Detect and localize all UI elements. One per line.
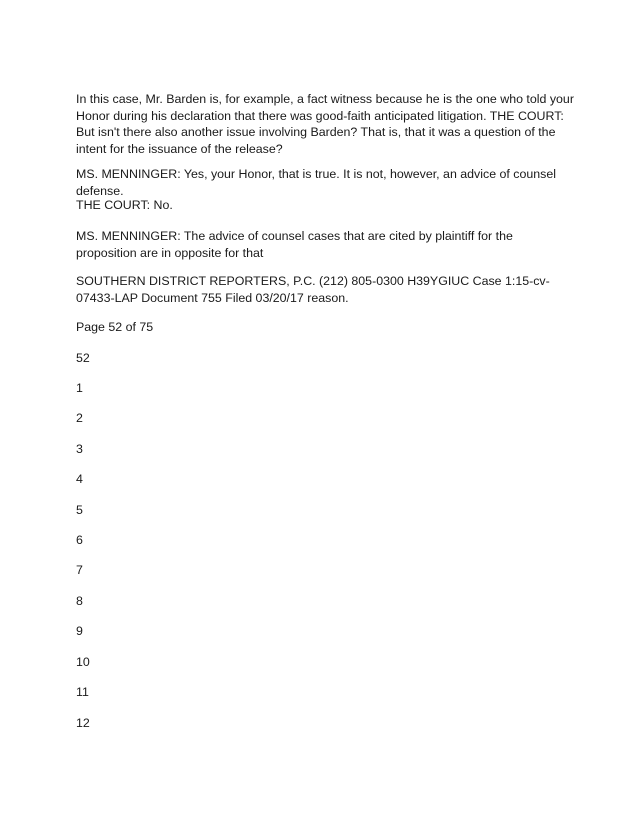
line-number: 1 bbox=[76, 381, 83, 395]
transcript-paragraph: MS. MENNINGER: Yes, your Honor, that is true. It is not, however, an advice of counsel defense. bbox=[76, 167, 557, 198]
line-number: 11 bbox=[76, 685, 89, 699]
line-number: 12 bbox=[76, 716, 90, 730]
line-number: 6 bbox=[76, 533, 83, 547]
page-indicator: Page 52 of 75 bbox=[76, 320, 154, 334]
transcript-paragraph: In this case, Mr. Barden is, for example, a fact witness because he is the one who told your Honor during his declaration that there was good-faith anticipated litigation. THE COURT: But isn't there also another issue involving Barden? That is, that it was a question of the intent for the issuance of the release? bbox=[76, 92, 574, 156]
reporter-footer-text: SOUTHERN DISTRICT REPORTERS, P.C. (212) 805-0300 H39YGIUC Case 1:15-cv-07433-LAP Document 755 Filed 03/20/17 reason. bbox=[76, 274, 550, 305]
line-number: 8 bbox=[76, 594, 83, 608]
line-number: 4 bbox=[76, 472, 83, 486]
transcript-paragraph: MS. MENNINGER: The advice of counsel cases that are cited by plaintiff for the proposition are in opposite for that bbox=[76, 229, 513, 260]
page-number: 52 bbox=[76, 351, 90, 365]
line-number: 2 bbox=[76, 411, 83, 425]
line-number: 5 bbox=[76, 503, 83, 517]
line-number: 7 bbox=[76, 563, 83, 577]
line-number: 9 bbox=[76, 624, 83, 638]
line-number: 3 bbox=[76, 442, 83, 456]
line-number: 10 bbox=[76, 655, 90, 669]
transcript-paragraph: THE COURT: No. bbox=[76, 198, 173, 212]
